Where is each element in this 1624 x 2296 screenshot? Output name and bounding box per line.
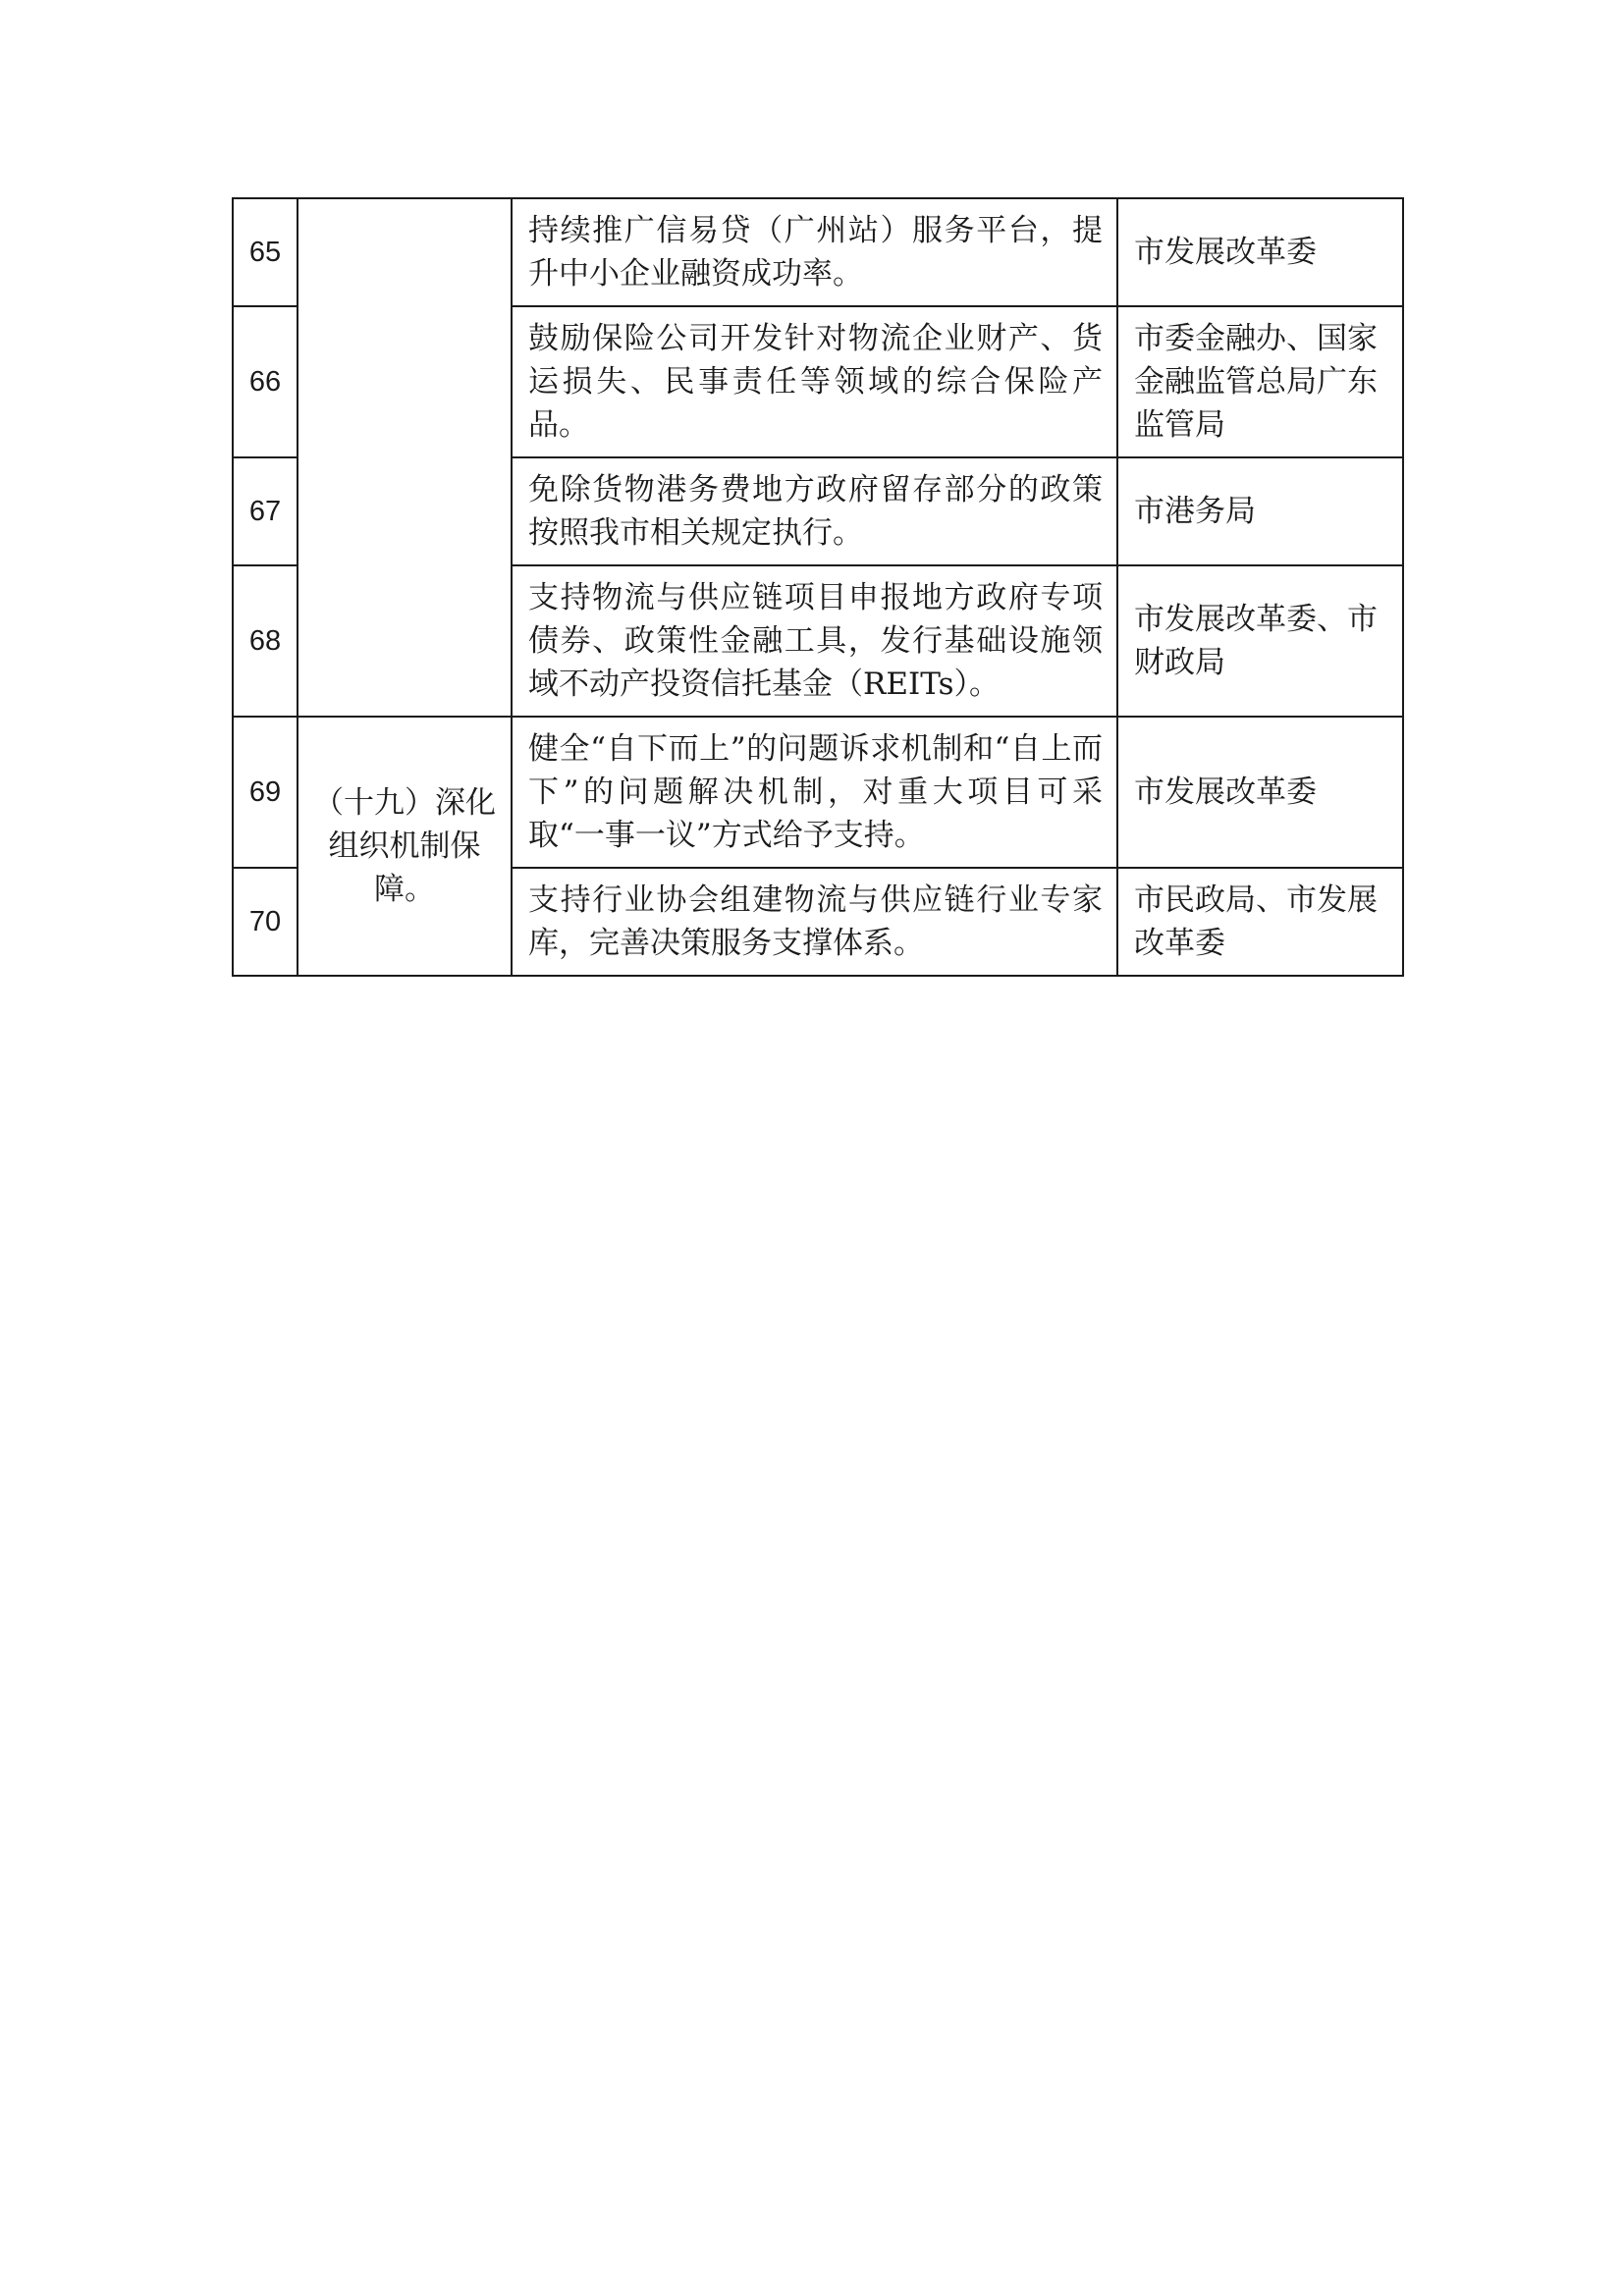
row-number: 69	[233, 717, 298, 868]
category-cell	[298, 198, 512, 717]
responsible-department: 市港务局	[1117, 457, 1403, 565]
responsible-department: 市发展改革委	[1117, 717, 1403, 868]
task-text: 支持行业协会组建物流与供应链行业专家库，完善决策服务支撑体系。	[512, 868, 1117, 976]
row-number: 67	[233, 457, 298, 565]
responsible-department: 市民政局、市发展改革委	[1117, 868, 1403, 976]
category-cell: （十九）深化组织机制保障。	[298, 717, 512, 976]
row-number: 65	[233, 198, 298, 306]
table-row	[233, 717, 1403, 868]
task-text: 持续推广信易贷（广州站）服务平台，提升中小企业融资成功率。	[512, 198, 1117, 306]
measures-table	[232, 197, 1404, 977]
responsible-department: 市发展改革委	[1117, 198, 1403, 306]
task-text: 健全“自下而上”的问题诉求机制和“自上而下”的问题解决机制，对重大项目可采取“一事一议”方式给予支持。	[512, 717, 1117, 868]
task-text: 支持物流与供应链项目申报地方政府专项债券、政策性金融工具，发行基础设施领域不动产投资信托基金（REITs）。	[512, 565, 1117, 717]
row-number: 66	[233, 306, 298, 457]
task-text: 免除货物港务费地方政府留存部分的政策按照我市相关规定执行。	[512, 457, 1117, 565]
row-number: 70	[233, 868, 298, 976]
responsible-department: 市发展改革委、市财政局	[1117, 565, 1403, 717]
table-row	[233, 198, 1403, 306]
responsible-department: 市委金融办、国家金融监管总局广东监管局	[1117, 306, 1403, 457]
row-number: 68	[233, 565, 298, 717]
task-text: 鼓励保险公司开发针对物流企业财产、货运损失、民事责任等领域的综合保险产品。	[512, 306, 1117, 457]
